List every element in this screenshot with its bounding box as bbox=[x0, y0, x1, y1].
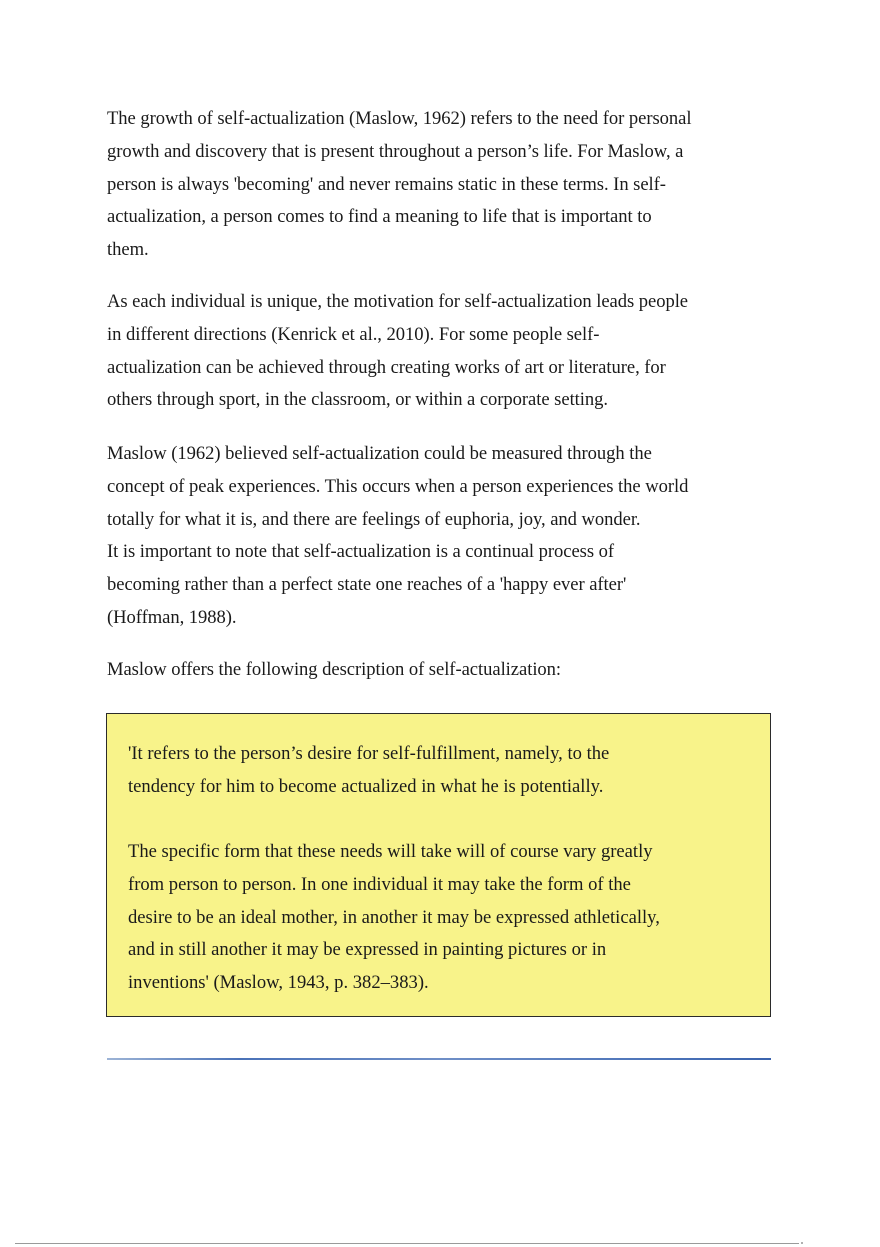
text-line: As each individual is unique, the motivation for self-actualization leads people bbox=[107, 291, 689, 312]
footer-mark bbox=[801, 1242, 803, 1244]
footer-divider bbox=[15, 1243, 799, 1244]
text-line: (Hoffman, 1988). bbox=[107, 606, 237, 628]
quote-paragraph-desire bbox=[128, 738, 748, 804]
paragraph-self-actualization-growth bbox=[107, 103, 747, 267]
paragraph-individual-motivation bbox=[107, 286, 747, 417]
paragraph-quote-intro bbox=[107, 654, 747, 687]
quote-line: from person to person. In one individual it may take the form of the bbox=[128, 873, 631, 895]
text-line: concept of peak experiences. This occurs when a person experiences the world bbox=[107, 475, 689, 497]
quote-paragraph-specific-form bbox=[128, 836, 748, 1000]
maslow-quote-box bbox=[106, 713, 771, 1017]
text-line: actualization, a person comes to find a meaning to life that is important to bbox=[107, 206, 652, 228]
text-line: others through sport, in the classroom, or within a corporate setting. bbox=[107, 389, 609, 411]
paragraph-peak-experiences bbox=[107, 438, 747, 635]
section-divider bbox=[107, 1058, 771, 1060]
text-line: Maslow (1962) believed self-actualization could be measured through the bbox=[107, 443, 652, 464]
text-line: them. bbox=[107, 239, 149, 261]
quote-line: The specific form that these needs will take will of course vary greatly bbox=[128, 841, 653, 862]
text-line: It is important to note that self-actualization is a continual process of bbox=[107, 541, 615, 563]
text-line: person is always 'becoming' and never remains static in these terms. In self- bbox=[107, 173, 666, 195]
quote-line: 'It refers to the person’s desire for self-fulfillment, namely, to the bbox=[128, 743, 610, 764]
text-line: in different directions (Kenrick et al., 2010). For some people self- bbox=[107, 323, 600, 345]
text-line: Maslow offers the following description of self-actualization: bbox=[107, 659, 562, 680]
quote-line: tendency for him to become actualized in what he is potentially. bbox=[128, 775, 604, 797]
text-line: actualization can be achieved through creating works of art or literature, for bbox=[107, 356, 666, 378]
text-line: The growth of self-actualization (Maslow, 1962) refers to the need for personal bbox=[107, 108, 692, 129]
quote-line: and in still another it may be expressed in painting pictures or in bbox=[128, 939, 607, 961]
text-line: becoming rather than a perfect state one reaches of a 'happy ever after' bbox=[107, 574, 627, 596]
quote-line: desire to be an ideal mother, in another it may be expressed athletically, bbox=[128, 906, 660, 928]
quote-line: inventions' (Maslow, 1943, p. 382–383). bbox=[128, 972, 429, 994]
text-line: totally for what it is, and there are feelings of euphoria, joy, and wonder. bbox=[107, 508, 641, 530]
text-line: growth and discovery that is present throughout a person’s life. For Maslow, a bbox=[107, 140, 684, 162]
